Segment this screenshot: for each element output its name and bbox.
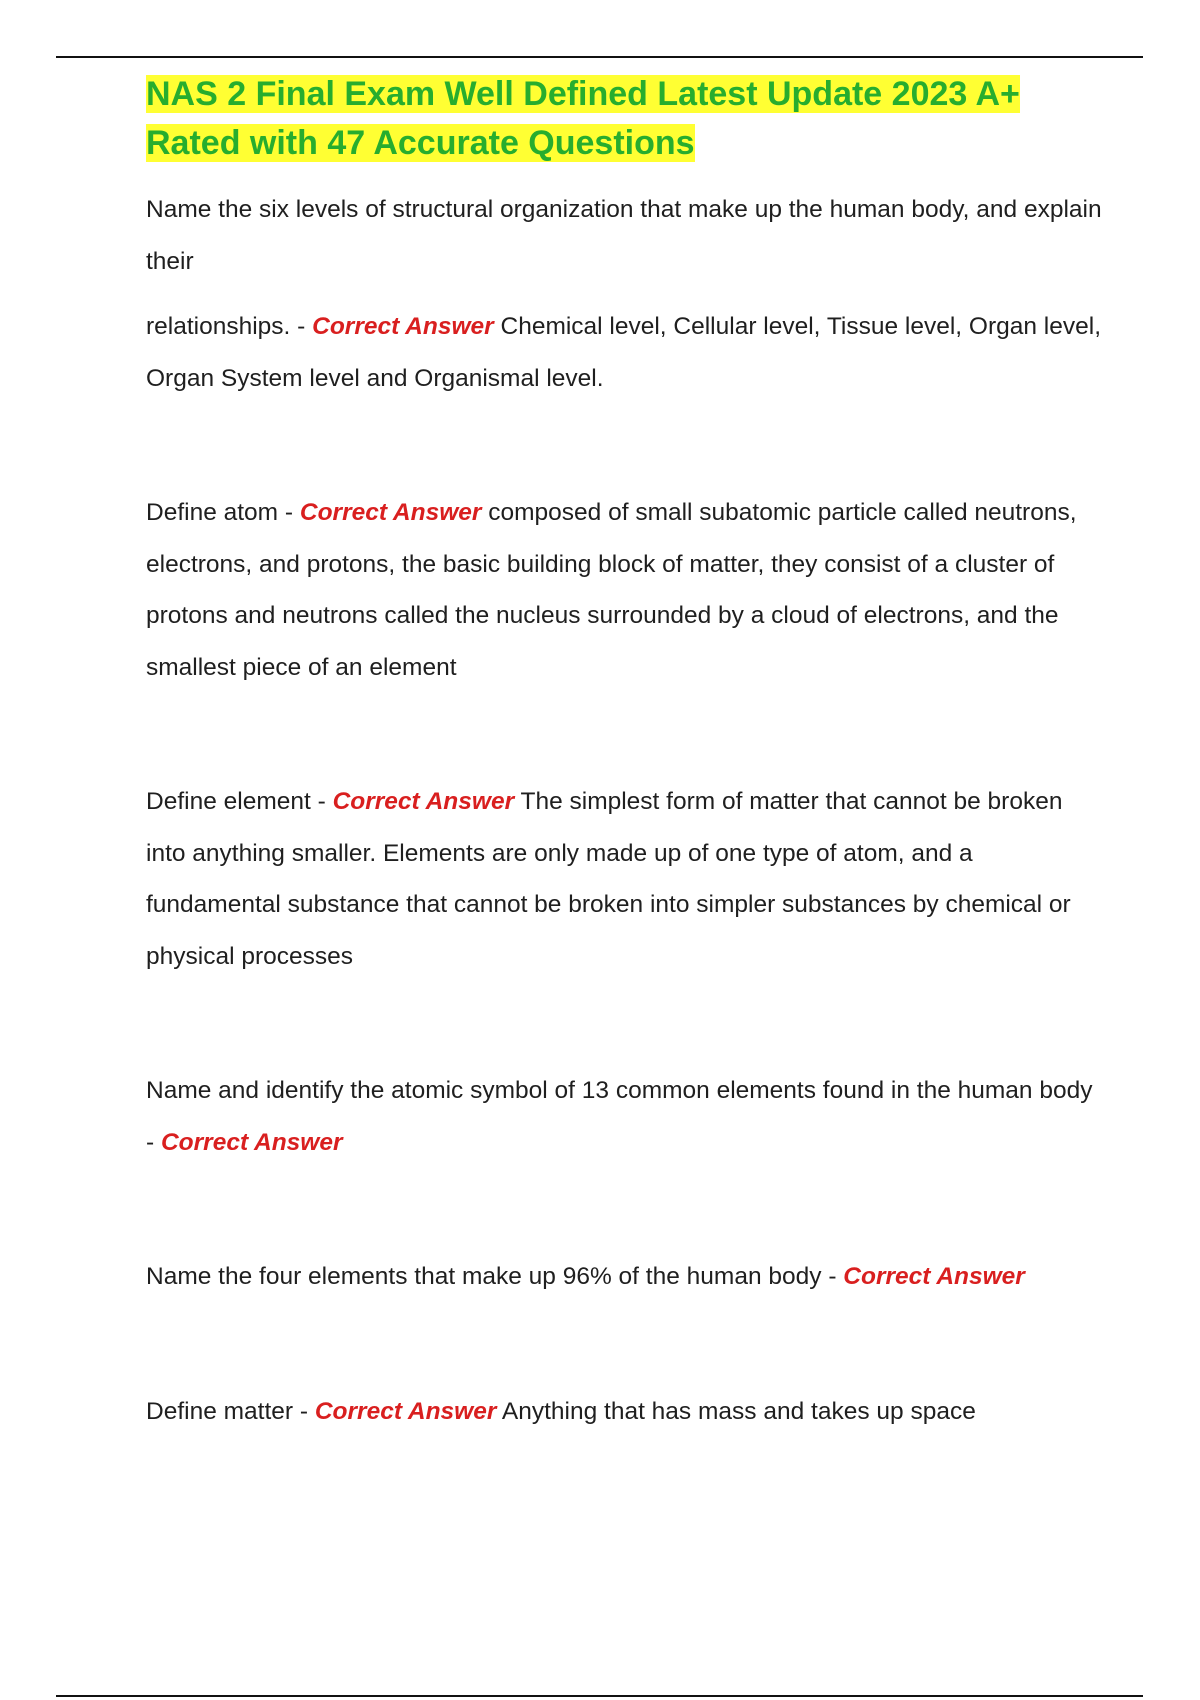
question-1-line2: [146, 301, 1106, 404]
question-3-text: Define element -: [146, 788, 333, 815]
document-title-text: NAS 2 Final Exam Well Defined Latest Update 2023 A+ Rated with 47 Accurate Questions: [146, 75, 1020, 162]
question-1-text-part2: relationships. -: [146, 313, 313, 340]
question-3: [146, 776, 1106, 982]
question-1-line1: [146, 184, 1106, 287]
question-4: [146, 1065, 1106, 1168]
bottom-rule: [56, 1695, 1143, 1697]
correct-answer-label: Correct Answer: [160, 1128, 343, 1156]
top-rule: [56, 56, 1143, 58]
question-5-text: Name the four elements that make up 96% of the human body -: [146, 1263, 844, 1290]
question-6: [146, 1386, 1106, 1438]
question-2-text: Define atom -: [146, 499, 300, 526]
correct-answer-label: Correct Answer: [299, 499, 482, 526]
correct-answer-label: Correct Answer: [312, 313, 494, 340]
correct-answer-label: Correct Answer: [332, 788, 515, 815]
answer-6-text: Anything that has mass and takes up space: [501, 1397, 976, 1425]
answer-2-text: composed of small subatomic particle called neutrons, electrons, and protons, the basic building block of matter, they consist of a cluster of protons and neutrons called the nucleus surrounded by a cloud of electrons, and the smallest piece of an element: [146, 499, 1077, 681]
correct-answer-label: Correct Answer: [843, 1263, 1025, 1290]
question-5: [146, 1251, 1106, 1303]
document-title: [146, 70, 1106, 168]
document-body: [146, 70, 1106, 1437]
answer-1-text: Chemical level, Cellular level, Tissue level, Organ level, Organ System level and Organismal level.: [146, 313, 1102, 392]
question-6-text: Define matter -: [146, 1397, 315, 1425]
correct-answer-label: Correct Answer: [314, 1397, 497, 1425]
question-2: [146, 487, 1106, 693]
answer-3-text: The simplest form of matter that cannot be broken into anything smaller. Elements are only made up of one type of atom, and a fundamental substance that cannot be broken into simpler substances by chemical or physical processes: [146, 788, 1071, 970]
question-1-text-part1: Name the six levels of structural organization that make up the human body, and explain their: [146, 196, 1102, 275]
question-4-text: Name and identify the atomic symbol of 13 common elements found in the human body -: [146, 1077, 1093, 1156]
